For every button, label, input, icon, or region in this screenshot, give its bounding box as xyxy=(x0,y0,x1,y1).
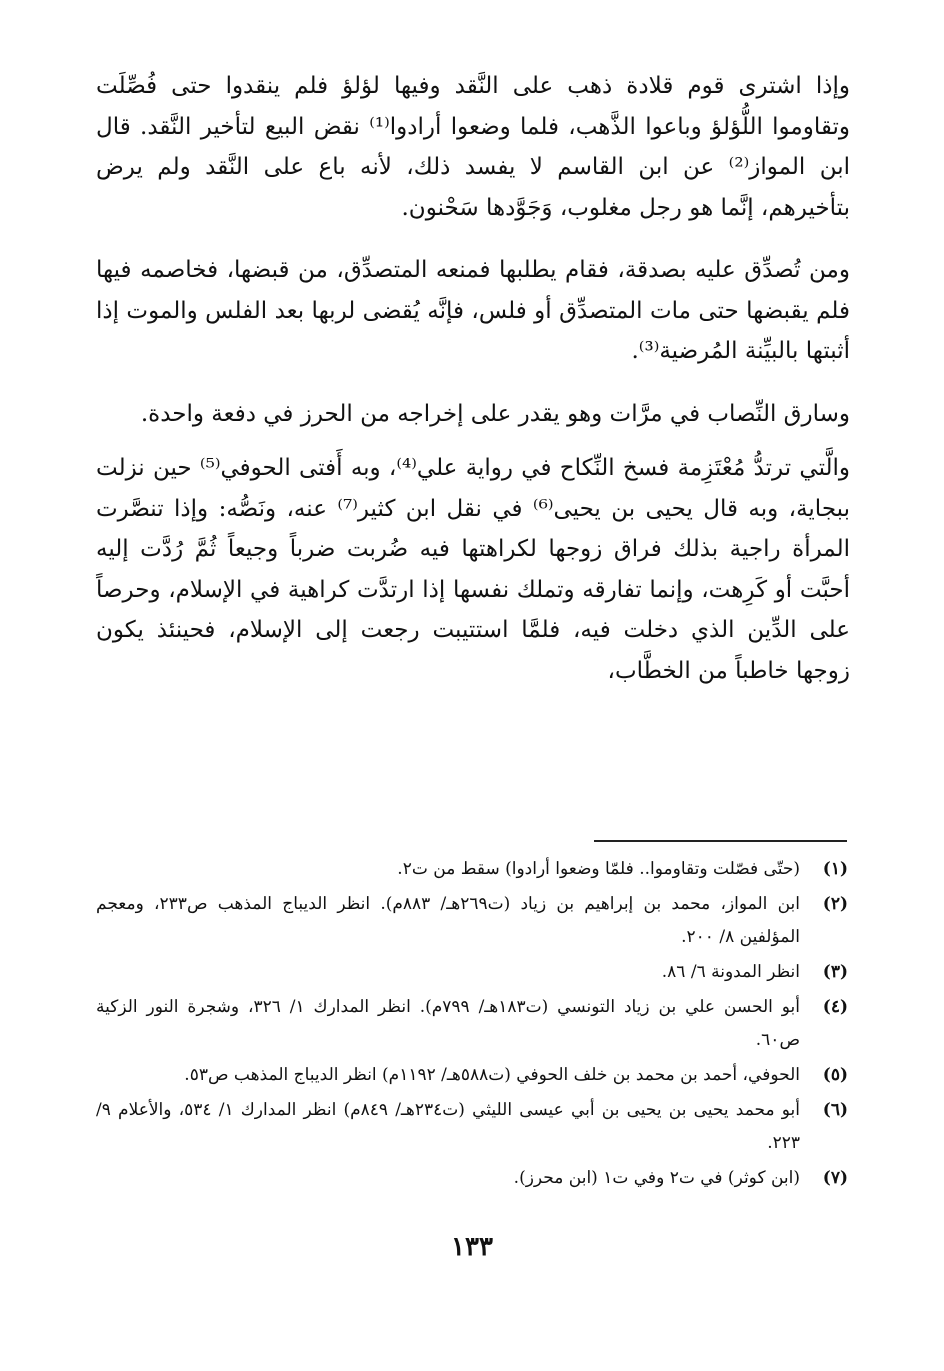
footnote-text: (ابن كوثر) في ت٢ وفي ت١ (ابن محرز). xyxy=(513,1168,800,1188)
paragraph-charity: ومن تُصدِّق عليه بصدقة، فقام يطلبها فمنعه المتصدِّق، من قبضها، فخاصمه فيها فلم يقبضها حتى مات المتصدِّق أو فلس، فإنَّه يُقضى لربها بعد الفلس والموت إذا أثبتها بالبيِّنة المُرضية⁽³⁾. xyxy=(96,257,850,364)
paragraph-necklace-sale: وإذا اشترى قوم قلادة ذهب على النَّقد وفيها لؤلؤ فلم ينقدوا حتى فُصِّلَت وتقاوموا اللُّؤلؤ وباعوا الذَّهب، فلما وضعوا أرادوا⁽¹⁾ نقض البيع لتأخير النَّقد. قال ابن المواز⁽²⁾ عن ابن القاسم لا يفسد ذلك، لأنه باع على النَّقد ولم يرض بتأخيرهم، إنَّما هو رجل مغلوب، وَجَوَّدها سَحْنون. xyxy=(96,73,851,221)
footnotes xyxy=(96,853,848,1197)
footnote-number: (٣) xyxy=(822,962,848,982)
paragraph-apostate-wife: والَّتي ترتدُّ مُعْتَزِمة فسخ النِّكاح في رواية علي⁽⁴⁾، وبه أَفتى الحوفي⁽⁵⁾ حين نزلت ببجاية، وبه قال يحيى بن يحيى⁽⁶⁾ في نقل ابن كثير⁽⁷⁾ عنه، ونَصُّه: وإذا تنصَّرت المرأة راجية بذلك فراق زوجها لكراهتها فيه ضُربت ضرباً وجيعاً ثُمَّ رُدَّت إليه أحبَّت أو كَرِهت، وإنما تفارقه وتملك نفسها إذا ارتدَّت كراهية في الإسلام، وحرصاً على الدِّين الذي دخلت فيه، فلمَّا استتيبت رجعت إلى الإسلام، فحينئذ يكون زوجها خاطباً من الخطَّاب، xyxy=(96,455,851,684)
main-text xyxy=(96,66,850,691)
footnote-number: (٥) xyxy=(822,1065,848,1085)
footnote-text: أبو محمد يحيى بن يحيى بن أبي عيسى الليثي (ت٢٣٤هـ/ ٨٤٩م) انظر المدارك ١/ ٥٣٤، والأعلام ٩/ ٢٢٣. xyxy=(96,1100,801,1153)
footnote-number: (٦) xyxy=(822,1100,848,1120)
footnote-number: (٢) xyxy=(822,894,848,914)
footnote-text: (حتّى فصّلت وتقاوموا.. فلمّا وضعوا أرادوا) سقط من ت٢. xyxy=(397,859,800,879)
footnote-item xyxy=(96,1059,848,1092)
footnote-text: الحوفي، أحمد بن محمد بن خلف الحوفي (ت٥٨٨هـ/ ١١٩٢م) انظر الديباج المذهب ص٥٣. xyxy=(184,1065,800,1085)
page-number: ١٣٣ xyxy=(451,1232,493,1262)
footnote-item xyxy=(96,853,848,886)
paragraph-thief: وسارق النِّصاب في مرَّات وهو يقدر على إخراجه من الحرز في دفعة واحدة. xyxy=(140,400,850,427)
footnote-number: (١) xyxy=(822,859,848,879)
footnote-number: (٤) xyxy=(822,997,848,1017)
footnote-item xyxy=(96,991,848,1057)
footnote-item xyxy=(96,888,848,954)
footnote-item xyxy=(96,1094,848,1160)
footnote-number: (٧) xyxy=(822,1168,848,1188)
footnote-text: انظر المدونة ٦/ ٨٦. xyxy=(661,962,800,982)
footnote-item xyxy=(96,956,848,989)
footnote-text: أبو الحسن علي بن زياد التونسي (ت١٨٣هـ/ ٧٩٩م). انظر المدارك ١/ ٣٢٦، وشجرة النور الزكية ص٦٠. xyxy=(96,997,801,1050)
footnote-divider xyxy=(594,840,847,842)
footnote-item xyxy=(96,1162,848,1195)
footnote-text: ابن المواز، محمد بن إبراهيم بن زياد (ت٢٦٩هـ/ ٨٨٣م). انظر الديباج المذهب ص٢٣٣، ومعجم المؤلفين ٨/ ٢٠٠. xyxy=(96,894,801,947)
